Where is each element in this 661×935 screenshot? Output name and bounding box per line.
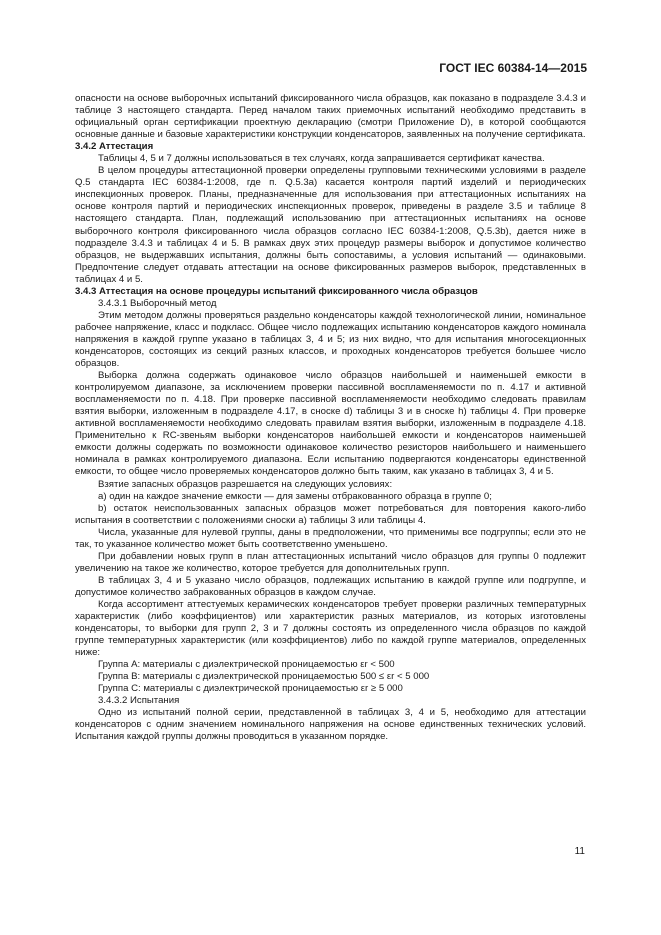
paragraph: Числа, указанные для нулевой группы, даны в предположении, что применимы все подгруппы; если это не так, то указанное количество может быть соответственно уменьшено. <box>75 526 586 550</box>
paragraph: Взятие запасных образцов разрешается на следующих условиях: <box>98 478 393 490</box>
paragraph: В таблицах 3, 4 и 5 указано число образцов, подлежащих испытанию в каждой группе или подгруппе, и допустимое количество забракованных образцов в каждом случае. <box>75 574 586 598</box>
section-heading: 3.4.3 Аттестация на основе процедуры испытаний фиксированного числа образцов <box>75 285 478 297</box>
paragraph: опасности на основе выборочных испытаний фиксированного числа образцов, как показано в подразделе 3.4.3 и таблице 3 настоящего стандарта. Перед началом таких приемочных испытаний необходимо представить в официальный орган сертификации проектную декларацию (смотри Приложение D), в которой сообщаются основные данные и базовые характеристики конструкции конденсаторов, заявленных на получение сертификата. <box>75 93 586 141</box>
subsection-heading: 3.4.3.2 Испытания <box>98 695 180 707</box>
paragraph: Выборка должна содержать одинаковое число образцов наибольшей и наименьшей емкости в контролируемом диапазоне, за исключением проверки пассивной воспламеняемости по п. 4.17 и активной воспламеняемости по п. 4.18. При проверке пассивной воспламеняемости необходимо следовать правилам взятия выборки, изложенным в подразделе 4.17, в сноске d) таблицы 3 и в сноске h) таблицы 4. При проверке активной воспламеняемости необходимо следовать правилам взятия выборки, изложенным в подразделе 4.18. Применительно к RC-звеньям выборки конденсаторов наибольшей емкости и конденсаторов наименьшей емкости должны содержать по возможности одинаковое количество резисторов наибольшего и наименьшего номинала в рамках контролируемого диапазона. Если испытанию подвергаются конденсаторы единственной емкости, то общее число проверяемых конденсаторов должно быть таким, как указано в таблицах 3, 4 и 5. <box>75 370 586 478</box>
list-item: b) остаток неиспользованных запасных образцов может потребоваться для повторения какого-либо испытания в соответствии с положениями сноски а) таблицы 3 или таблицы 4. <box>75 502 586 526</box>
paragraph: При добавлении новых групп в план аттестационных испытаний число образцов для группы 0 подлежит увеличению на такое же количество, которое требуется для дополнительных групп. <box>75 550 586 574</box>
page-number: 11 <box>574 846 585 857</box>
material-group-c: Группа C: материалы с диэлектрической проницаемостью εr ≥ 5 000 <box>98 683 403 695</box>
paragraph: В целом процедуры аттестационной проверки определены групповыми техническими условиями в разделе Q.5 стандарта IEC 60384-1:2008, где п. Q.5.3a) касается контроля партий изделий и периодических инспекционных проверок. Планы, предназначенные для использования при аттестационных испытаниях на основе контроля партий и периодических инспекционных проверок, приведены в разделе 3.5 и таблице 8 настоящего стандарта. План, подлежащий использованию при аттестационных испытаниях на основе выборочного контроля фиксированного числа образцов согласно IEC 60384-1:2008, Q.5.3b), дается ниже в подразделе 3.4.3 и таблицах 4 и 5. В рамках двух этих процедур размеры выборок и допустимое количество образцов, не выдержавших испытания, должны быть сопоставимы, а условия испытаний — одинаковыми. Предпочтение следует отдавать аттестации на основе фиксированных размеров выборок, представленных в таблицах 4 и 5. <box>75 165 586 285</box>
document-body <box>75 93 586 744</box>
section-heading: 3.4.2 Аттестация <box>75 141 154 153</box>
list-item: a) один на каждое значение емкости — для замены отбракованного образца в группе 0; <box>98 490 492 502</box>
material-group-b: Группа B: материалы с диэлектрической проницаемостью 500 ≤ εr < 5 000 <box>98 671 430 683</box>
paragraph: Одно из испытаний полной серии, представленной в таблицах 3, 4 и 5, необходимо для аттестации конденсаторов с одним значением номинального напряжения на основе единственных технических условий. Испытания каждой группы должны проводиться в указанном порядке. <box>75 707 586 743</box>
paragraph: Таблицы 4, 5 и 7 должны использоваться в тех случаях, когда запрашивается сертификат качества. <box>98 153 545 165</box>
standard-header: ГОСТ IEC 60384-14—2015 <box>439 61 587 75</box>
paragraph: Когда ассортимент аттестуемых керамических конденсаторов требует проверки различных температурных характеристик (либо коэффициентов) или характеристик разных материалов, из которых изготовлены конденсаторы, то выборки для групп 2, 3 и 7 должны состоять из определенного числа образцов по каждой группе температурных характеристик (или коэффициентов) либо по каждой группе материалов, определенных ниже: <box>75 598 586 659</box>
paragraph: Этим методом должны проверяться раздельно конденсаторы каждой технологической линии, номинальное рабочее напряжение, класс и подкласс. Общее число подлежащих испытанию конденсаторов каждого номинала напряжения в каждой группе указано в таблицах 3, 4 и 5; из них видно, что для испытания многосекционных конденсаторов, состоящих из секций разных классов, и проходных конденсаторов требуется большее число образцов. <box>75 309 586 370</box>
subsection-heading: 3.4.3.1 Выборочный метод <box>98 297 217 309</box>
material-group-a: Группа А: материалы с диэлектрической проницаемостью εr < 500 <box>98 659 395 671</box>
